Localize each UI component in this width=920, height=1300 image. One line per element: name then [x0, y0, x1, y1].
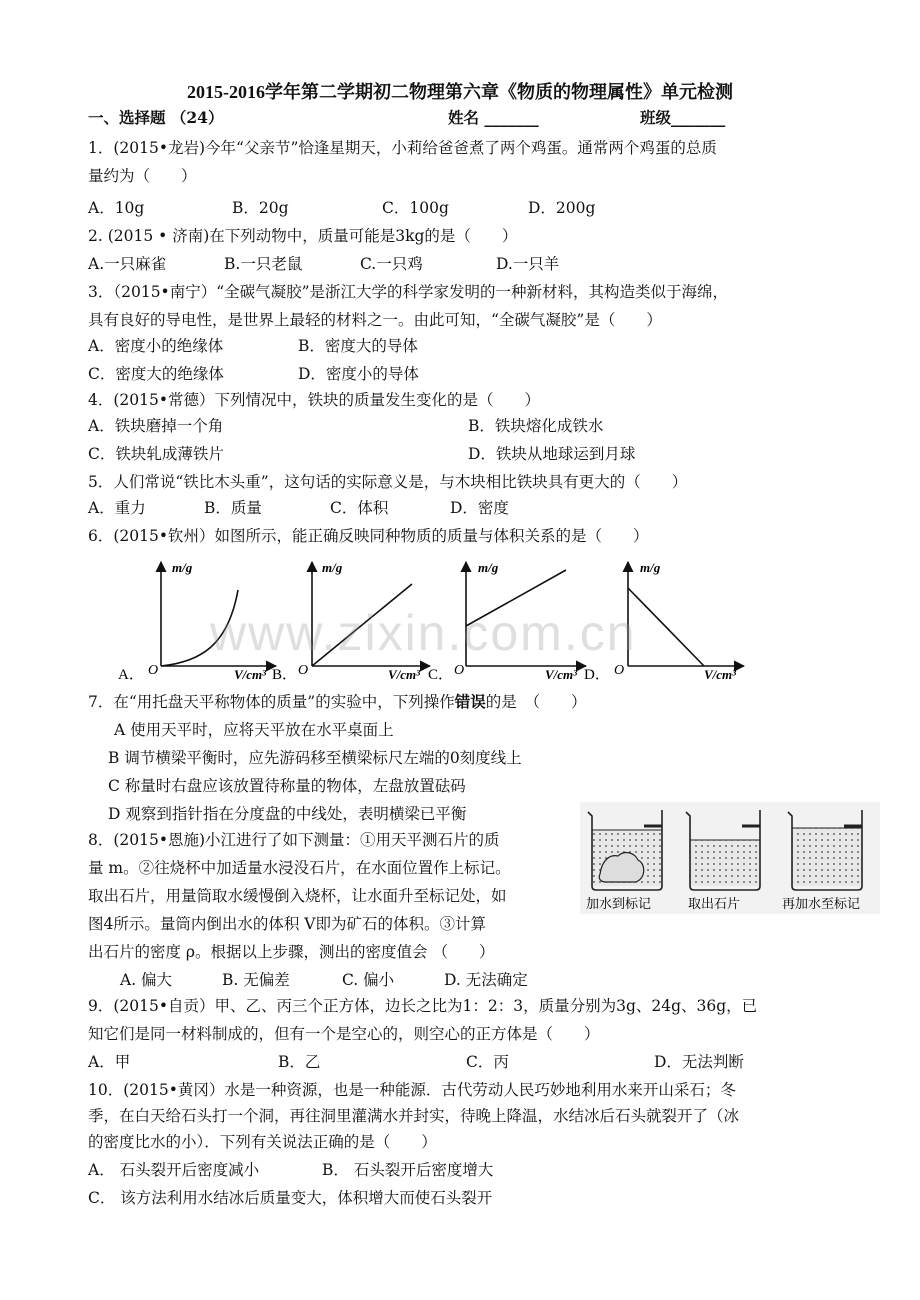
q9-option-a: A．甲 [88, 1053, 131, 1071]
beaker-3-caption: 再加水至标记 [782, 896, 861, 911]
q9-option-b: B．乙 [278, 1053, 321, 1071]
q8-stem-line4: 图4所示。量筒内倒出水的体积 V即为矿石的体积。③计算 [88, 915, 486, 933]
graph-b-x-label: V/cm³ [388, 667, 421, 682]
graph-c-label: C． [428, 667, 454, 683]
q8-option-b: B. 无偏差 [222, 971, 290, 989]
q2-option-b: B.一只老鼠 [224, 255, 303, 273]
graph-c-origin: O [454, 663, 465, 678]
q7-stem [88, 692, 587, 712]
q10-stem-line2: 季，在白天给石头打一个洞，再往洞里灌满水并封实，待晚上降温，水结冰后石头就裂开了（冰 [88, 1107, 740, 1125]
q4-option-b: B．铁块熔化成铁水 [468, 417, 604, 435]
graph-d-origin: O [614, 663, 625, 678]
q2-option-d: D.一只羊 [496, 255, 560, 273]
q3-option-d: D．密度小的导体 [298, 365, 419, 383]
q10-stem-line3: 的密度比水的小）．下列有关说法正确的是（ ） [88, 1133, 437, 1151]
q3-option-c: C．密度大的绝缘体 [88, 365, 224, 383]
q5-option-c: C．体积 [330, 499, 389, 517]
q1-option-d: D．200g [528, 199, 596, 217]
beaker-2-caption: 取出石片 [688, 896, 741, 911]
q7-stem-post: 的是 （ ） [485, 693, 587, 711]
q5-option-a: A．重力 [88, 499, 146, 517]
q8-option-c: C. 偏小 [342, 971, 395, 989]
q7-option-c: C 称量时右盘应该放置待称量的物体，左盘放置砝码 [108, 777, 466, 795]
graph-b-label: B． [272, 667, 298, 683]
q5-option-d: D．密度 [450, 499, 509, 517]
watermark: www.zixin.com.cn [210, 605, 637, 661]
q1-option-b: B．20g [232, 199, 289, 217]
graph-c-y-label: m/g [478, 560, 499, 575]
graph-d-label: D． [584, 667, 610, 683]
graph-b-origin: O [298, 663, 309, 678]
q3-stem-line1: 3．（2015•南宁）“全碳气凝胶”是浙江大学的科学家发明的一种新材料，其构造类似于海绵， [88, 283, 729, 301]
section-heading: 一、选择题 （24） [88, 108, 224, 127]
name-field[interactable]: 姓名 _______ [448, 108, 539, 127]
graph-a-y-label: m/g [172, 560, 193, 575]
graph-d-y-label: m/g [640, 560, 661, 575]
q7-stem-pre: 7．在“用托盘天平称物体的质量”的实验中，下列操作 [88, 693, 455, 711]
q5-option-b: B．质量 [204, 499, 262, 517]
graph-d-x-label: V/cm³ [704, 667, 737, 682]
graph-c-x-label: V/cm³ [545, 667, 578, 682]
q8-option-d: D. 无法确定 [444, 971, 528, 989]
q1-stem-line1: 1．(2015•龙岩)今年“父亲节”恰逢星期天，小莉给爸爸煮了两个鸡蛋。通常两个鸡蛋的总质 [88, 139, 717, 157]
q8-stem-line3: 取出石片，用量筒取水缓慢倒入烧杯，让水面升至标记处，如 [88, 887, 507, 905]
q8-beaker-figure [580, 802, 880, 914]
q10-option-a: A． 石头裂开后密度减小 [88, 1161, 260, 1179]
q8-option-a: A. 偏大 [120, 971, 173, 989]
q1-stem-line2: 量约为（ ） [88, 167, 197, 185]
page-title: 2015-2016学年第二学期初二物理第六章《物质的物理属性》单元检测 [187, 82, 733, 102]
q7-option-b: B 调节横梁平衡时，应先游码移至横梁标尺左端的0刻度线上 [108, 749, 522, 767]
q3-stem-line2: 具有良好的导电性，是世界上最轻的材料之一。由此可知，“全碳气凝胶”是（ ） [88, 311, 662, 329]
q2-stem: 2. (2015 • 济南)在下列动物中，质量可能是3kg的是（ ） [88, 227, 518, 245]
class-field[interactable]: 班级_______ [640, 108, 726, 127]
q1-option-c: C．100g [382, 199, 449, 217]
q9-stem-line2: 知它们是同一材料制成的，但有一个是空心的，则空心的正方体是（ ） [88, 1025, 600, 1043]
q10-stem-line1: 10．(2015•黄冈）水是一种资源，也是一种能源．古代劳动人民巧妙地利用水来开山采石；冬 [88, 1081, 736, 1099]
q9-stem-line1: 9．(2015•自贡）甲、乙、丙三个正方体，边长之比为1：2：3，质量分别为3g、24g、36g，已 [88, 997, 758, 1015]
graph-b-y-label: m/g [322, 560, 343, 575]
q7-option-d: D 观察到指针指在分度盘的中线处，表明横梁已平衡 [108, 805, 467, 823]
q1-option-a: A．10g [88, 199, 145, 217]
q8-stem-line5: 出石片的密度 ρ。根据以上步骤，测出的密度值会 （ ） [88, 943, 495, 961]
q8-stem-line2: 量 m。②往烧杯中加适量水浸没石片，在水面位置作上标记。 [88, 859, 511, 877]
q9-option-d: D．无法判断 [654, 1053, 744, 1071]
q4-stem: 4．(2015•常德）下列情况中，铁块的质量发生变化的是（ ） [88, 391, 540, 409]
q6-stem: 6．(2015•钦州）如图所示，能正确反映同种物质的质量与体积关系的是（ ） [88, 527, 649, 545]
q3-option-a: A．密度小的绝缘体 [88, 337, 224, 355]
q2-option-c: C.一只鸡 [360, 255, 423, 273]
q7-option-a: A 使用天平时，应将天平放在水平桌面上 [114, 721, 394, 739]
q7-stem-bold: 错误 [454, 692, 486, 711]
graph-a-x-label: V/cm³ [234, 667, 267, 682]
q2-option-a: A.一只麻雀 [88, 255, 167, 273]
graph-a-origin: O [148, 663, 159, 678]
q8-stem-line1: 8．(2015•恩施)小江进行了如下测量：①用天平测石片的质 [88, 831, 500, 849]
q4-option-c: C．铁块轧成薄铁片 [88, 445, 224, 463]
q4-option-d: D．铁块从地球运到月球 [468, 445, 636, 463]
q5-stem: 5．人们常说“铁比木头重”，这句话的实际意义是，与木块相比铁块具有更大的（ ） [88, 473, 688, 491]
q4-option-a: A．铁块磨掉一个角 [88, 417, 224, 435]
graph-a-label: A． [118, 667, 144, 683]
q10-option-b: B． 石头裂开后密度增大 [322, 1161, 494, 1179]
q9-option-c: C．丙 [466, 1053, 509, 1071]
q3-option-b: B．密度大的导体 [298, 337, 418, 355]
q10-option-c: C． 该方法利用水结冰后质量变大，体积增大而使石头裂开 [88, 1189, 493, 1207]
beaker-1-caption: 加水到标记 [586, 896, 652, 911]
